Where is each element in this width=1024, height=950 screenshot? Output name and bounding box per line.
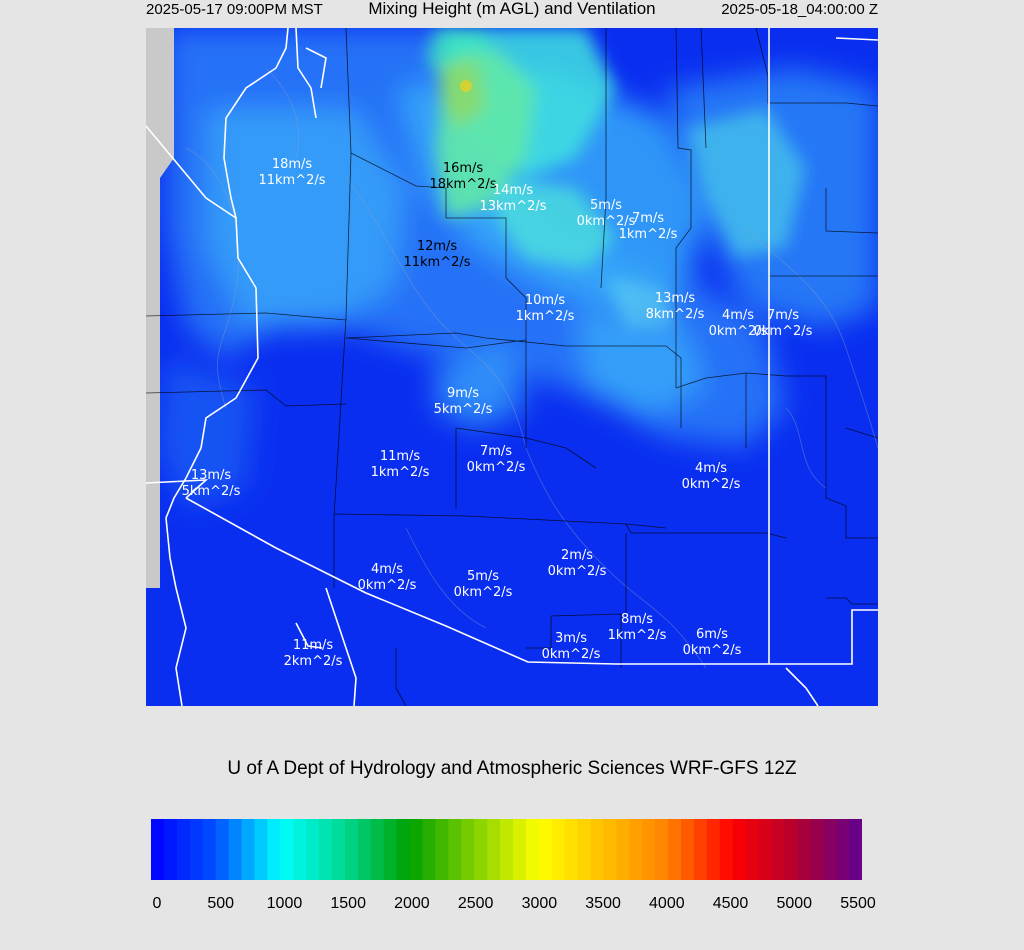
station-wind-label: 14m/s: [492, 183, 534, 198]
colorbar-cell: [694, 819, 708, 880]
colorbar-tick: 0: [152, 895, 162, 912]
colorbar-cell: [797, 819, 811, 880]
colorbar-tick: 2500: [457, 895, 494, 912]
colorbar-cell: [578, 819, 592, 880]
colorbar-cell: [422, 819, 436, 880]
station-ventilation-label: 1km^2/s: [370, 465, 430, 480]
model-credit: U of A Dept of Hydrology and Atmospheric Sciences WRF-GFS 12Z: [227, 758, 797, 779]
station-ventilation-label: 0km^2/s: [547, 564, 607, 579]
station-wind-label: 7m/s: [479, 444, 513, 459]
colorbar-tick: 4500: [712, 895, 749, 912]
station-wind-label: 6m/s: [695, 627, 729, 642]
station-ventilation-label: 0km^2/s: [357, 578, 417, 593]
colorbar-tick: 4000: [649, 895, 685, 912]
colorbar-cell: [681, 819, 695, 880]
station-ventilation-label: 1km^2/s: [607, 628, 667, 643]
colorbar-cell: [280, 819, 294, 880]
colorbar-cell: [371, 819, 385, 880]
station-wind-label: 11m/s: [292, 638, 334, 653]
colorbar-cell: [823, 819, 837, 880]
colorbar-cell: [707, 819, 721, 880]
station-wind-label: 9m/s: [446, 386, 480, 401]
colorbar-cell: [784, 819, 798, 880]
colorbar-cell: [203, 819, 217, 880]
colorbar-cell: [332, 819, 346, 880]
colorbar-cell: [849, 819, 862, 880]
station-wind-label: 7m/s: [631, 211, 665, 226]
colorbar-cell: [642, 819, 656, 880]
colorbar-tick: 5500: [840, 895, 876, 912]
colorbar-cell: [539, 819, 553, 880]
colorbar-cell: [151, 819, 165, 880]
colorbar-cell: [603, 819, 617, 880]
station-wind-label: 10m/s: [524, 293, 566, 308]
colorbar-cell: [410, 819, 424, 880]
colorbar-tick: 3500: [585, 895, 621, 912]
colorbar-cell: [448, 819, 462, 880]
station-wind-label: 12m/s: [416, 239, 458, 254]
station-ventilation-label: 0km^2/s: [681, 477, 741, 492]
colorbar-cell: [319, 819, 333, 880]
colorbar-cell: [254, 819, 268, 880]
colorbar-cell: [810, 819, 824, 880]
station-ventilation-label: 5km^2/s: [433, 402, 493, 417]
colorbar-cell: [306, 819, 320, 880]
colorbar-cell: [397, 819, 411, 880]
colorbar-cell: [345, 819, 359, 880]
station-wind-label: 11m/s: [379, 449, 421, 464]
colorbar-cell: [229, 819, 243, 880]
station-ventilation-label: 1km^2/s: [618, 227, 678, 242]
station-ventilation-label: 0km^2/s: [682, 643, 742, 658]
colorbar-cell: [746, 819, 760, 880]
colorbar-tick: 1500: [330, 895, 366, 912]
map-title: Mixing Height (m AGL) and Ventilation: [368, 0, 656, 18]
colorbar-cell: [435, 819, 449, 880]
colorbar-cell: [384, 819, 398, 880]
station-ventilation-label: 0km^2/s: [466, 460, 526, 475]
colorbar-cell: [552, 819, 566, 880]
valid-time-local: 2025-05-17 09:00PM MST: [146, 1, 323, 18]
colorbar-cell: [474, 819, 488, 880]
station-ventilation-label: 11km^2/s: [403, 255, 471, 270]
station-ventilation-label: 0km^2/s: [753, 324, 813, 339]
colorbar-cell: [461, 819, 475, 880]
colorbar-tick-labels: [0, 895, 1024, 917]
colorbar-tick: 1000: [266, 895, 303, 912]
station-wind-label: 8m/s: [620, 612, 654, 627]
station-wind-label: 5m/s: [589, 198, 623, 213]
mixing-height-map: [146, 28, 878, 706]
colorbar-cell: [500, 819, 514, 880]
colorbar-cell: [655, 819, 669, 880]
station-ventilation-label: 18km^2/s: [429, 177, 497, 192]
colorbar: [151, 819, 862, 880]
station-wind-label: 5m/s: [466, 569, 500, 584]
colorbar-cell: [293, 819, 307, 880]
station-wind-label: 4m/s: [370, 562, 404, 577]
colorbar-cell: [216, 819, 230, 880]
colorbar-cell: [241, 819, 255, 880]
colorbar-cell: [358, 819, 372, 880]
colorbar-cell: [565, 819, 579, 880]
station-ventilation-label: 0km^2/s: [541, 647, 601, 662]
colorbar-tick: 500: [207, 895, 235, 912]
station-ventilation-label: 1km^2/s: [515, 309, 575, 324]
colorbar-cell: [759, 819, 773, 880]
station-ventilation-label: 0km^2/s: [576, 214, 636, 229]
colorbar-cell: [591, 819, 605, 880]
station-ventilation-label: 8km^2/s: [645, 307, 705, 322]
colorbar-cell: [164, 819, 178, 880]
colorbar-cell: [513, 819, 527, 880]
station-wind-label: 2m/s: [560, 548, 594, 563]
station-wind-label: 13m/s: [654, 291, 696, 306]
station-ventilation-label: 13km^2/s: [479, 199, 547, 214]
station-ventilation-label: 2km^2/s: [283, 654, 343, 669]
colorbar-cell: [190, 819, 204, 880]
colorbar-cell: [720, 819, 734, 880]
station-ventilation-label: 0km^2/s: [708, 324, 768, 339]
station-wind-label: 7m/s: [766, 308, 800, 323]
station-wind-label: 3m/s: [554, 631, 588, 646]
station-wind-label: 4m/s: [721, 308, 755, 323]
station-wind-label: 16m/s: [442, 161, 484, 176]
colorbar-cell: [629, 819, 643, 880]
colorbar-tick: 2000: [394, 895, 430, 912]
station-wind-label: 4m/s: [694, 461, 728, 476]
colorbar-cell: [177, 819, 191, 880]
colorbar-cell: [267, 819, 281, 880]
colorbar-cell: [668, 819, 682, 880]
station-wind-label: 18m/s: [271, 157, 313, 172]
colorbar-tick: 5000: [776, 895, 813, 912]
station-wind-label: 13m/s: [190, 468, 232, 483]
colorbar-cell: [526, 819, 540, 880]
colorbar-cell: [616, 819, 630, 880]
colorbar-cell: [487, 819, 501, 880]
colorbar-tick: 3000: [521, 895, 558, 912]
station-ventilation-label: 11km^2/s: [258, 173, 326, 188]
station-ventilation-label: 0km^2/s: [453, 585, 513, 600]
colorbar-cell: [836, 819, 850, 880]
colorbar-cell: [733, 819, 747, 880]
station-ventilation-label: 5km^2/s: [181, 484, 241, 499]
valid-time-utc: 2025-05-18_04:00:00 Z: [721, 1, 878, 18]
colorbar-cell: [772, 819, 786, 880]
